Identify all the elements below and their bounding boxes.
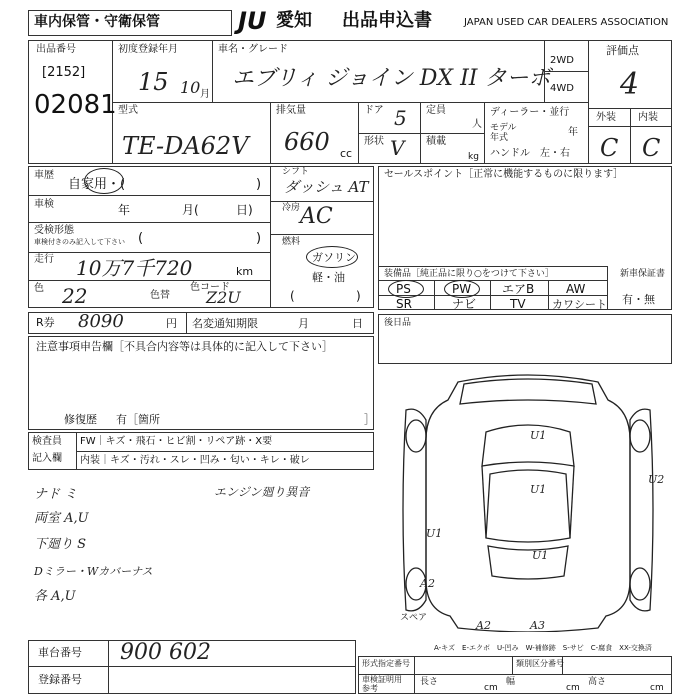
equipment-pw: PW: [452, 282, 472, 296]
equipment-ps: PS: [396, 282, 411, 296]
registration-year: 15: [138, 68, 169, 96]
class-label: 類別区分番号: [516, 659, 564, 668]
inspector-label-2: 記入欄: [32, 453, 62, 464]
equipment-aw: AW: [566, 282, 586, 296]
engine-note: エンジン廻り異音: [214, 485, 310, 499]
name-change-label: 名変通知期限: [192, 317, 258, 330]
capacity-label: 定員: [426, 105, 446, 116]
registration-month: 10: [180, 78, 201, 97]
registration-month-unit: 月: [200, 89, 210, 100]
after-block: [378, 314, 672, 364]
shaken-day: 日): [236, 203, 253, 217]
diagram-mark-a2-left: A2: [420, 577, 435, 590]
repair-close: ］: [364, 413, 375, 426]
mileage-label: 走行: [34, 254, 54, 265]
equipment-navi: ナビ: [452, 297, 477, 311]
load-label: 積載: [426, 136, 446, 147]
name-change-day: 日: [352, 317, 363, 330]
car-front-window: [482, 425, 574, 466]
width-unit: cm: [566, 683, 580, 693]
model-value: TE-DA62V: [122, 132, 249, 160]
warranty-label: 新車保証書: [620, 269, 666, 279]
evaluation-label: 評価点: [606, 44, 639, 57]
fuel-close: ): [356, 289, 361, 303]
length-label: 長さ: [420, 677, 439, 687]
juken-open: (: [138, 231, 144, 246]
car-diagram: [398, 370, 658, 632]
shape-label: 形状: [364, 136, 384, 147]
fuel-light-oil: 軽・油: [312, 271, 345, 284]
dealer-label: ディーラー・並行: [490, 107, 570, 118]
car-body-outline: [426, 375, 630, 632]
remark-line-1: ナド ミ: [34, 487, 78, 502]
front-hood: [460, 379, 596, 404]
color-label: 色: [34, 283, 44, 294]
height-unit: cm: [650, 683, 664, 693]
shift-value: ダッシュ AT: [284, 178, 369, 196]
shift-label: シフト: [282, 167, 310, 177]
equipment-tv: TV: [510, 297, 526, 311]
recycle-value: 8090: [78, 311, 124, 332]
length-unit: cm: [484, 683, 498, 693]
inspector-label-1: 検査員: [32, 436, 62, 447]
equipment-label: 装備品［純正品に限り○をつけて下さい］: [384, 269, 554, 279]
remark-line-4: Dミラー・Wカバーナス: [34, 565, 153, 578]
juken-label: 受検形態: [34, 225, 74, 236]
cert-label: 車検証明用 参考: [362, 675, 402, 693]
left-front-wheel: [406, 420, 426, 452]
shaken-year: 年: [118, 203, 131, 217]
fuel-gasoline: ガソリン: [312, 251, 356, 264]
lot-bracket-number: [2152]: [42, 65, 86, 80]
recycle-unit: 円: [166, 317, 177, 330]
handle-label: ハンドル 左・右: [490, 148, 570, 159]
history-close: ): [256, 177, 262, 192]
notes-label: 注意事項申告欄［不具合内容等は具体的に記入して下さい］: [36, 340, 333, 353]
inspector-fw-row: FW｜キズ・飛石・ヒビ割・リペア跡・X要: [80, 436, 273, 447]
color-change-label: 色替: [150, 290, 170, 301]
load-unit: kg: [468, 152, 479, 162]
width-label: 幅: [506, 677, 516, 687]
exterior-label: 外装: [596, 112, 616, 123]
equipment-ps-circle: [388, 280, 424, 298]
history-label: 車歴: [34, 170, 54, 181]
sales-point-label: セールスポイント［正常に機能するものに限ります］: [384, 169, 624, 180]
inspector-interior-row: 内装｜キズ・汚れ・スレ・凹み・匂い・キレ・破レ: [80, 455, 310, 466]
car-name-value: エブリィ ジョイン DX II ターボ: [232, 66, 551, 91]
chassis-label: 車台番号: [38, 646, 82, 659]
designation-label: 形式指定番号: [362, 659, 410, 668]
equipment-airbag: エアB: [502, 282, 535, 296]
shaken-month: 月(: [182, 203, 199, 217]
diagram-mark-u2-right: U2: [648, 473, 665, 486]
aircon-value: AC: [300, 204, 333, 229]
interior-label: 内装: [638, 112, 658, 123]
mileage-unit: km: [236, 265, 254, 278]
shaken-label: 車検: [34, 199, 54, 210]
history-value: 自家用・(: [68, 177, 126, 192]
after-label: 後日品: [384, 318, 412, 328]
diagram-mark-a3-bottom: A3: [530, 619, 545, 632]
recycle-label: R券: [36, 316, 55, 329]
lot-number: 02081: [34, 90, 117, 120]
door-label: ドア: [364, 105, 384, 116]
fuel-label: 燃料: [282, 237, 301, 247]
repair-value: 有［箇所: [116, 413, 160, 426]
equipment-pw-circle: [444, 280, 480, 298]
capacity-unit: 人: [472, 119, 482, 130]
diagram-mark-u1-left: U1: [426, 527, 443, 540]
right-rear-wheel: [630, 568, 650, 600]
color-value: 22: [62, 284, 88, 308]
org-name: 愛知: [276, 10, 312, 31]
evaluation-score: 4: [620, 67, 640, 102]
door-value: 5: [394, 106, 407, 130]
name-change-month: 月: [298, 317, 309, 330]
diagram-mark-a2-bottom: A2: [476, 619, 491, 632]
model-year-label: モデル 年式: [490, 123, 517, 143]
car-rear-window: [488, 546, 568, 579]
association-name: JAPAN USED CAR DEALERS ASSOCIATION: [464, 17, 669, 28]
diagram-mark-u1-rear: U1: [532, 549, 549, 562]
remark-line-3: 下廻り S: [34, 537, 87, 552]
diagram-mark-u1-roof: U1: [530, 483, 547, 496]
displacement-unit: cc: [340, 147, 353, 160]
color-code-value: Z2U: [206, 288, 241, 307]
equipment-leather-seat: カワシート: [552, 298, 607, 311]
right-front-wheel: [630, 420, 650, 452]
drive-4wd: 4WD: [550, 83, 574, 94]
aircon-label: 冷房: [282, 203, 301, 213]
interior-grade: C: [642, 134, 661, 162]
model-label: 型式: [118, 105, 138, 116]
year-unit: 年: [568, 127, 578, 138]
color-code-label: 色コード: [190, 282, 230, 293]
displacement-label: 排気量: [276, 105, 306, 116]
history-circle: [84, 168, 124, 194]
shape-value: V: [390, 136, 405, 160]
remark-line-5: 各 A,U: [34, 589, 76, 604]
exterior-grade: C: [600, 134, 619, 162]
height-label: 高さ: [588, 677, 607, 687]
equipment-sr: SR: [396, 297, 412, 311]
drive-2wd: 2WD: [550, 55, 574, 66]
form-title: 出品申込書: [342, 10, 432, 31]
car-name-label: 車名・グレード: [218, 44, 288, 55]
lot-label: 出品番号: [36, 44, 76, 55]
damage-legend: A-キズ E-エクボ U-凹み W-補修跡 S-サビ C-腐食 XX-交換済: [434, 644, 652, 652]
storage-note: 車内保管・守衛保管: [34, 14, 160, 30]
fuel-open: (: [290, 289, 295, 303]
car-roof: [486, 470, 570, 542]
registration-label: 初度登録年月: [118, 44, 178, 55]
repair-label: 修復歴: [64, 413, 97, 426]
diagram-mark-u1-hood: U1: [530, 429, 547, 442]
ju-logo: JU: [238, 7, 267, 35]
spare-label: スペア: [400, 613, 428, 623]
mileage-value: 10万7千720: [76, 256, 193, 280]
plate-label: 登録番号: [38, 673, 82, 686]
juken-note: 車検付きのみ記入して下さい: [34, 238, 125, 246]
fuel-circle: [306, 246, 358, 268]
chassis-value: 900 602: [120, 640, 211, 665]
displacement-value: 660: [284, 128, 330, 156]
juken-close: ): [256, 231, 262, 246]
remark-line-2: 両室 A,U: [34, 511, 89, 526]
warranty-value: 有・無: [622, 293, 655, 306]
